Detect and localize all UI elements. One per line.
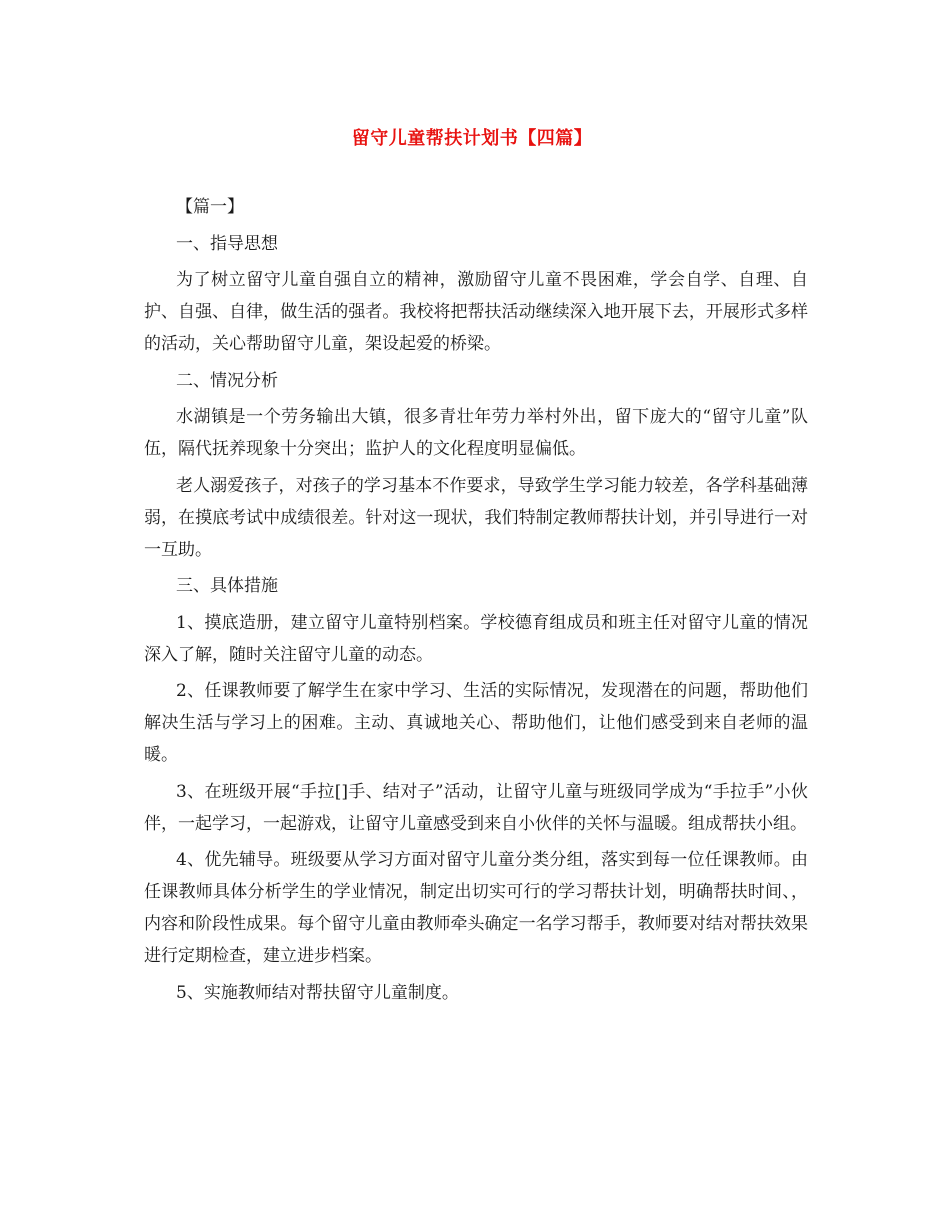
list-item: 3、在班级开展“手拉[]手、结对子”活动，让留守儿童与班级同学成为“手拉手”小伙伴，一起学习，一起游戏，让留守儿童感受到来自小伙伴的关怀与温暖。组成帮扶小组。 bbox=[144, 781, 808, 834]
heading-situation-analysis: 二、情况分析 bbox=[176, 370, 278, 391]
paragraph: 为了树立留守儿童自强自立的精神，激励留守儿童不畏困难，学会自学、自理、自护、自强、自律，做生活的强者。我校将把帮扶活动继续深入地开展下去，开展形式多样的活动，关心帮助留守儿童，架设起爱的桥梁。 bbox=[144, 270, 808, 354]
section-label: 【篇一】 bbox=[176, 197, 244, 217]
paragraph: 老人溺爱孩子，对孩子的学习基本不作要求，导致学生学习能力较差，各学科基础薄弱，在摸底考试中成绩很差。针对这一现状，我们特制定教师帮扶计划，并引导进行一对一互助。 bbox=[144, 475, 808, 560]
paragraph: 水湖镇是一个劳务输出大镇，很多青壮年劳力举村外出，留下庞大的“留守儿童”队伍，隔代抚养现象十分突出；监护人的文化程度明显偏低。 bbox=[144, 407, 808, 459]
list-item: 4、优先辅导。班级要从学习方面对留守儿童分类分组，落实到每一位任课教师。由任课教师具体分析学生的学业情况，制定出切实可行的学习帮扶计划，明确帮扶时间、，内容和阶段性成果。每个留守儿童由教师牵头确定一名学习帮手，教师要对结对帮扶效果进行定期检查，建立进步档案。 bbox=[144, 850, 808, 966]
list-item: 1、摸底造册，建立留守儿童特别档案。学校德育组成员和班主任对留守儿童的情况深入了解，随时关注留守儿童的动态。 bbox=[144, 612, 808, 665]
document-body bbox=[144, 191, 808, 1009]
list-item: 2、任课教师要了解学生在家中学习、生活的实际情况，发现潜在的问题，帮助他们解决生活与学习上的困难。主动、真诚地关心、帮助他们，让他们感受到来自老师的温暖。 bbox=[144, 681, 808, 765]
heading-specific-measures: 三、具体措施 bbox=[176, 576, 278, 596]
heading-guiding-ideology: 一、指导思想 bbox=[176, 233, 278, 254]
document-title: 留守儿童帮扶计划书【四篇】 bbox=[351, 128, 593, 149]
list-item: 5、实施教师结对帮扶留守儿童制度。 bbox=[176, 982, 459, 1003]
